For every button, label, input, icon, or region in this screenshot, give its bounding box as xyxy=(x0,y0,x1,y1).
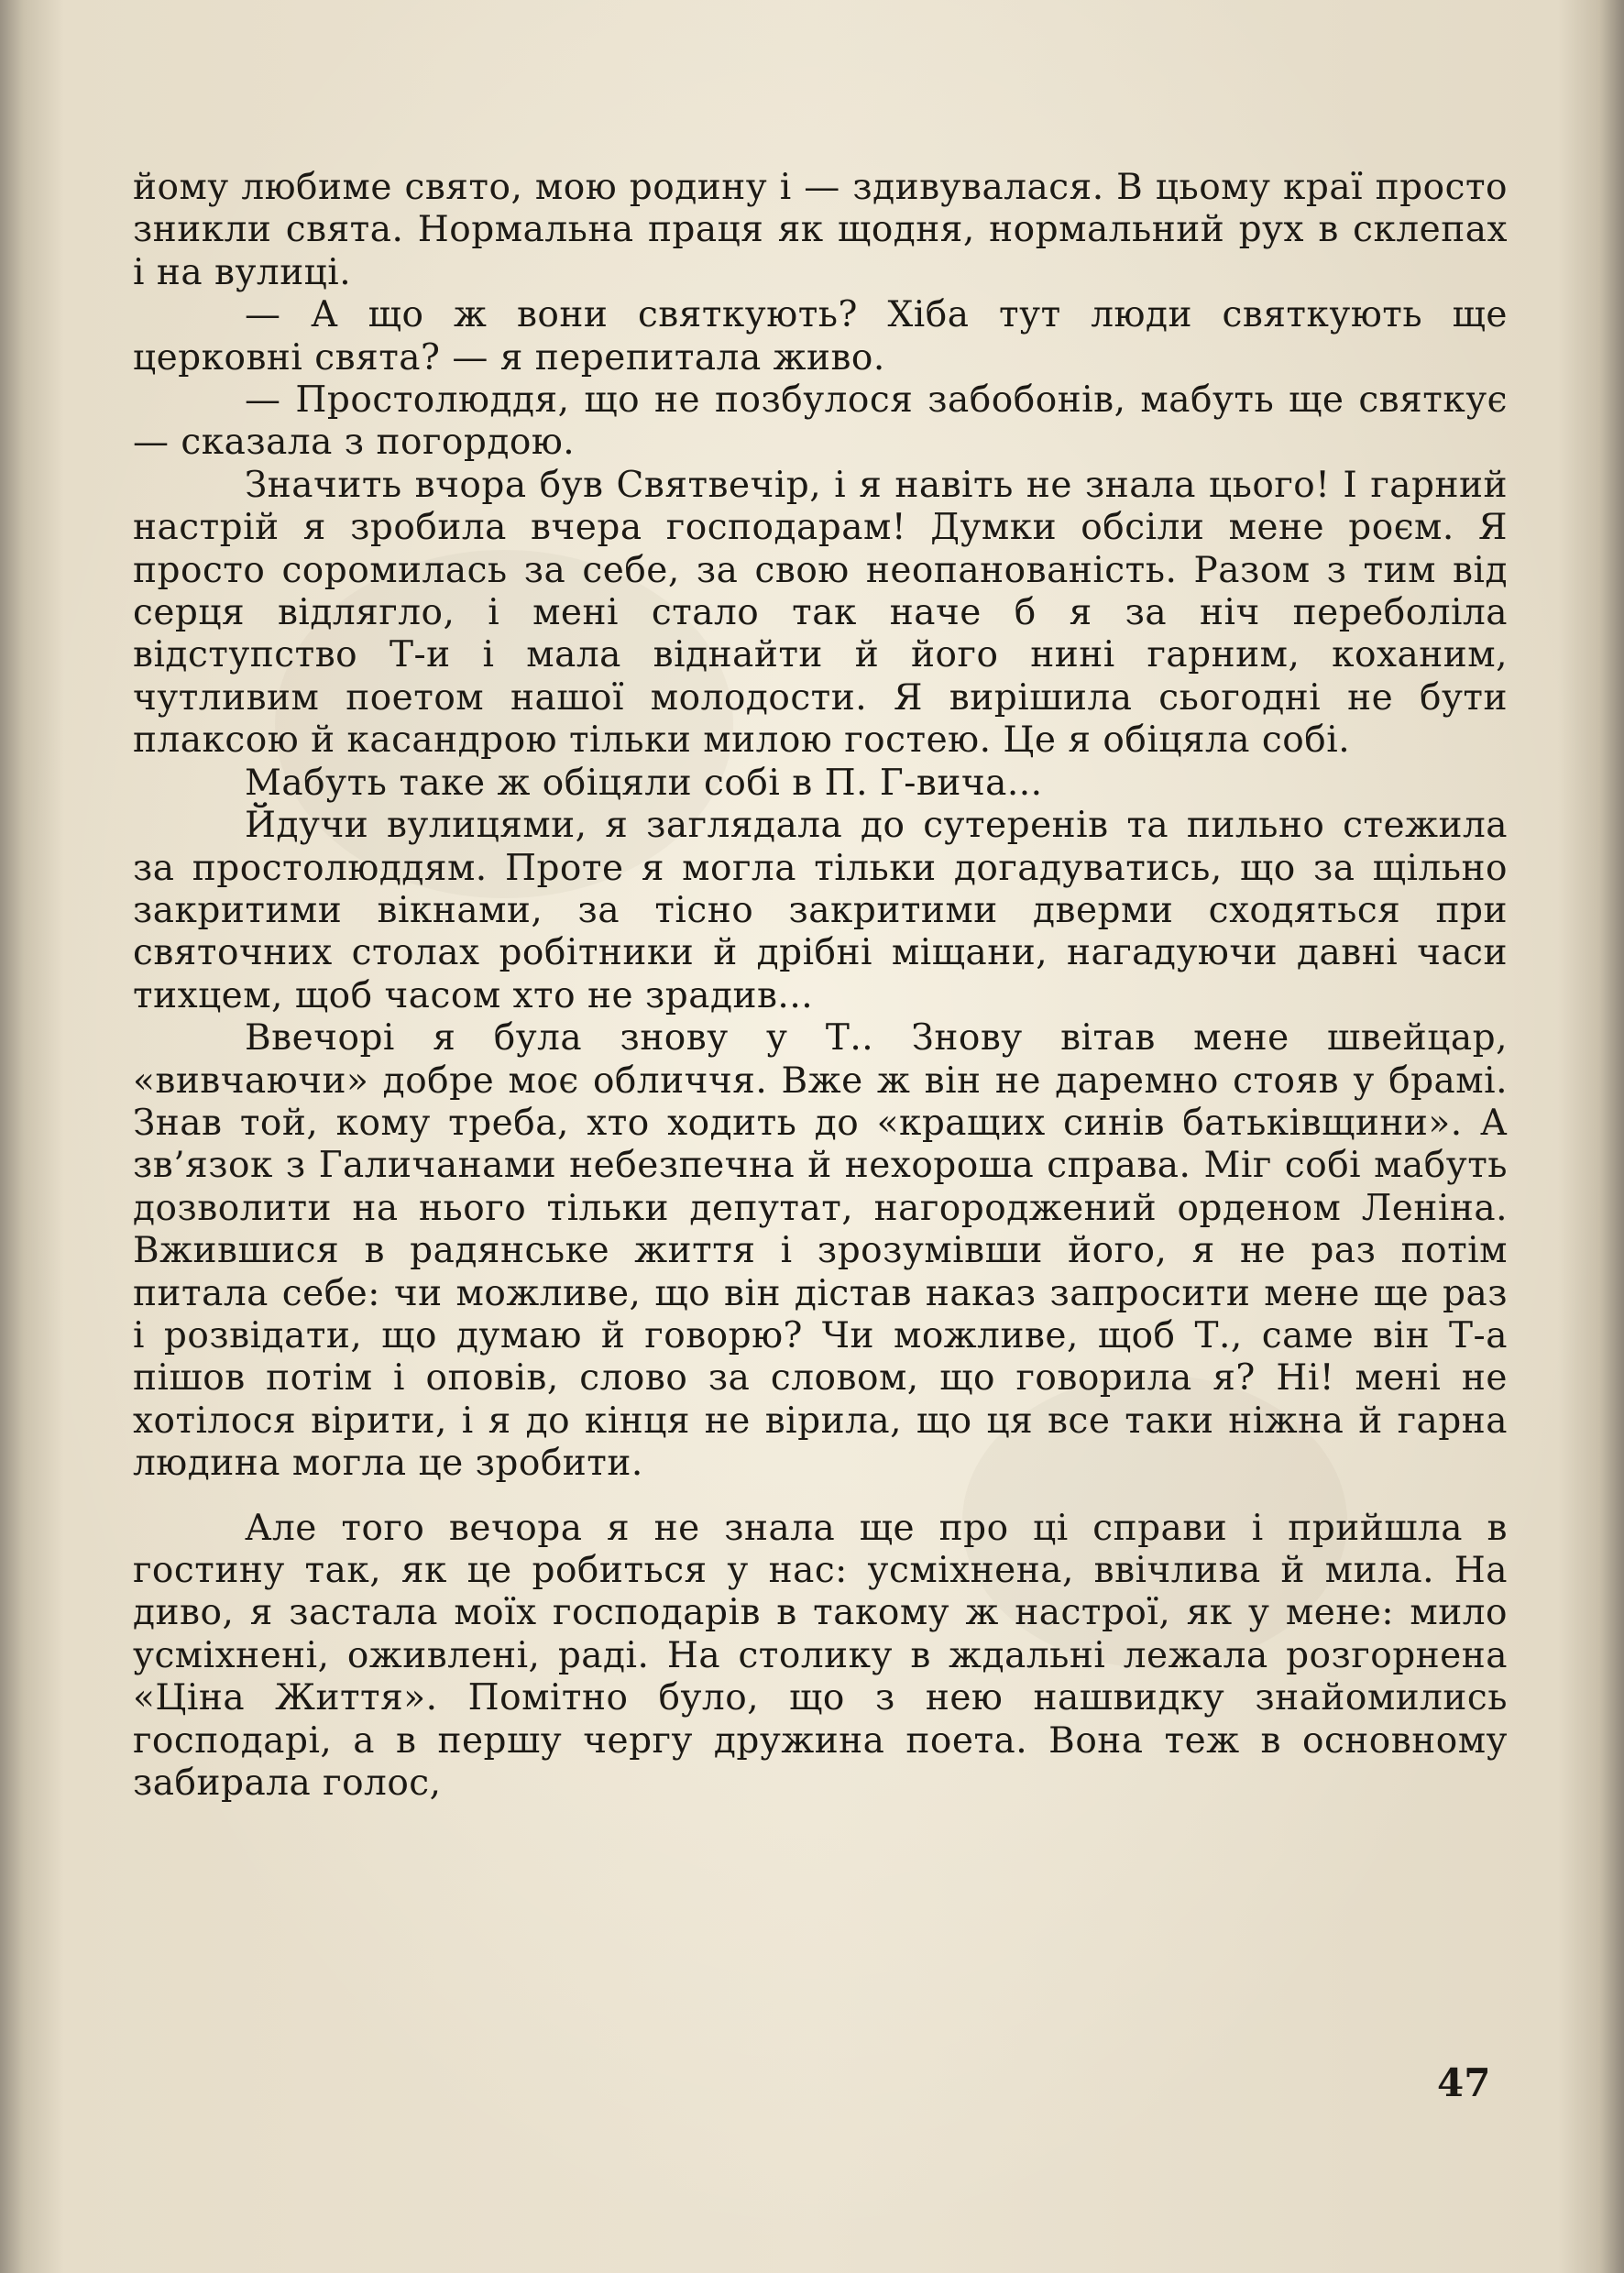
paragraph: — А що ж вони святкують? Хіба тут люди святкують ще церковні свята? — я перепитала живо. xyxy=(133,294,1508,379)
paragraph: Ввечорі я була знову у Т.. Знову вітав мене швейцар, «вивчаючи» добре моє обличчя. Вже ж він не даремно стояв у брамі. Знав той, кому треба, хто ходить до «кращих синів батьківщини». А зв’язок з Галичанами небезпечна й нехороша справа. Міг собі мабуть дозволити на нього тільки депутат, нагороджений орденом Леніна. Вжившися в радянське життя і зрозумівши його, я не раз потім питала себе: чи можливе, що він дістав наказ запросити мене ще раз і розвідати, що думаю й говорю? Чи можливе, щоб Т., саме він Т-а пішов потім і оповів, слово за словом, що говорила я? Ні! мені не хотілося вірити, і я до кінця не вірила, що ця все таки ніжна й гарна людина могла це зробити. xyxy=(133,1017,1508,1485)
paragraph: Значить вчора був Святвечір, і я навіть не знала цього! І гарний настрій я зробила вчера господарам! Думки обсіли мене роєм. Я просто соромилась за себе, за свою неопанованість. Разом з тим від серця відлягло, і мені стало так наче б я за ніч переболіла відступство Т-и і мала віднайти й його нині гарним, коханим, чутливим поетом нашої молодости. Я вирішила сьогодні не бути плаксою й касандрою тільки милою гостею. Це я обіцяла собі. xyxy=(133,464,1508,762)
paragraph: Мабуть таке ж обіцяли собі в П. Г-вича... xyxy=(245,762,1043,804)
paragraph: Але того вечора я не знала ще про ці справи і прийшла в гостину так, як це робиться у нас: усміхнена, ввічлива й мила. На диво, я застала моїх господарів в такому ж настрої, як у мене: мило усміхнені, оживлені, раді. На столику в ждальні лежала розгорнена «Ціна Життя». Помітно було, що з нею нашвидку знайомились господарі, а в першу чергу дружина поета. Вона теж в основному забирала голос, xyxy=(133,1507,1508,1805)
paragraph: — Простолюддя, що не позбулося забобонів, мабуть ще святкує — сказала з погордою. xyxy=(133,379,1508,464)
page-text xyxy=(133,167,1508,1805)
page-number: 47 xyxy=(1437,2060,1491,2105)
paragraph: йому любиме свято, мою родину і — здивувалася. В цьому краї просто зникли свята. Нормальна праця як щодня, нормальний рух в склепах і на вулиці. xyxy=(133,167,1508,293)
paragraph: Йдучи вулицями, я заглядала до сутеренів та пильно стежила за простолюддям. Проте я могла тільки догадуватись, що за щільно закритими вікнами, за тісно закритими дверми сходяться при святочних столах робітники й дрібні міщани, нагадуючи давні часи тихцем, щоб часом хто не зрадив... xyxy=(133,805,1508,1016)
